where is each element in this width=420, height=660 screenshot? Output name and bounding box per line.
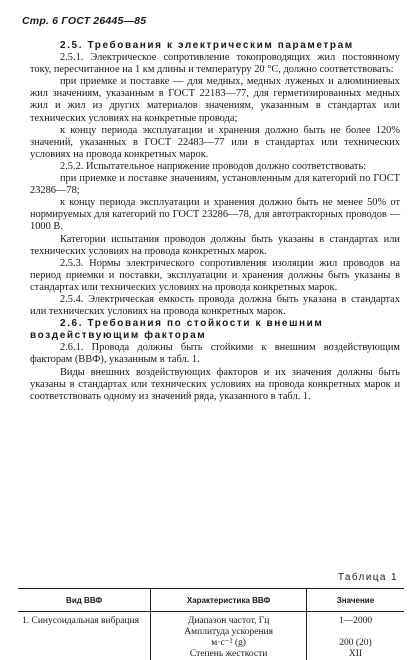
vvf-table bbox=[18, 588, 404, 660]
table-caption: Таблица 1 bbox=[338, 572, 398, 583]
paragraph: при приемке и поставке значениям, установленным для категорий по ГОСТ 23286—78; bbox=[30, 173, 400, 197]
value-line: XII bbox=[311, 649, 400, 660]
paragraph: Категории испытания проводов должны быть указаны в стандартах или технических условиях на провода конкретных марок. bbox=[30, 234, 400, 258]
table-row bbox=[18, 612, 404, 660]
paragraph: Виды внешних воздействующих факторов и их значения должны быть указаны в стандартах или технических условиях на провода конкретных марок и соответствовать одному из значений ряда, указанного в табл. 1. bbox=[30, 367, 400, 403]
value-line: 200 (20) bbox=[311, 638, 400, 649]
page-header: Стр. 6 ГОСТ 26445—85 bbox=[22, 15, 146, 27]
document-body bbox=[30, 40, 400, 403]
paragraph: 2.5.3. Нормы электрического сопротивления изоляции жил проводов на период приемки и поставки, эксплуатации и хранения должны быть указаны в стандартах или технических условиях на провода конкретных марок. bbox=[30, 258, 400, 294]
paragraph: к концу периода эксплуатации и хранения должно быть не менее 50% от нормируемых для категорий по ГОСТ 23286—78, для автотракторных проводов — 1000 В. bbox=[30, 197, 400, 233]
paragraph: 2.6.1. Провода должны быть стойкими к внешним воздействующим факторам (ВВФ), указанным в табл. 1. bbox=[30, 342, 400, 366]
paragraph: 2.5.1. Электрическое сопротивление токопроводящих жил постоянному току, пересчитанное на 1 км длины и температуру 20 °С, должно соответствовать: bbox=[30, 52, 400, 76]
table-cell-type: 1. Синусоидальная вибрация bbox=[18, 612, 151, 660]
characteristic-line: Степень жесткости bbox=[155, 649, 302, 660]
characteristic-line: Амплитуда ускорения bbox=[155, 627, 302, 638]
section-heading: 2.5. Требования к электрическим параметрам bbox=[30, 40, 400, 52]
section-heading: 2.6. Требования по стойкости к внешним воздействующим факторам bbox=[30, 318, 400, 342]
column-header: Значение bbox=[306, 589, 404, 612]
column-header: Характеристика ВВФ bbox=[151, 589, 307, 612]
value-line bbox=[311, 627, 400, 638]
table-cell-characteristics bbox=[151, 612, 307, 660]
paragraph: 2.5.2. Испытательное напряжение проводов должно соответствовать: bbox=[30, 161, 400, 173]
table-cell-values bbox=[306, 612, 404, 660]
paragraph: 2.5.4. Электрическая емкость провода должна быть указана в стандартах или технических условиях на провода конкретных марок. bbox=[30, 294, 400, 318]
characteristic-line: м·с⁻² (g) bbox=[155, 638, 302, 649]
paragraph: при приемке и поставке — для медных, медных луженых и алюминиевых жил значениям, указанным в ГОСТ 22183—77, для герметизированных медных жил и жил из других материалов значениям, указанным в стандартах или технических условиях на конкретные провода; bbox=[30, 76, 400, 124]
value-line: 1—2000 bbox=[311, 616, 400, 627]
paragraph: к концу периода эксплуатации и хранения должно быть не более 120% значений, указанных в ГОСТ 22483—77 или в стандартах или технических условиях на провода конкретных марок. bbox=[30, 125, 400, 161]
characteristic-line: Диапазон частот, Гц bbox=[155, 616, 302, 627]
column-header: Вид ВВФ bbox=[18, 589, 151, 612]
table-header-row bbox=[18, 589, 404, 612]
